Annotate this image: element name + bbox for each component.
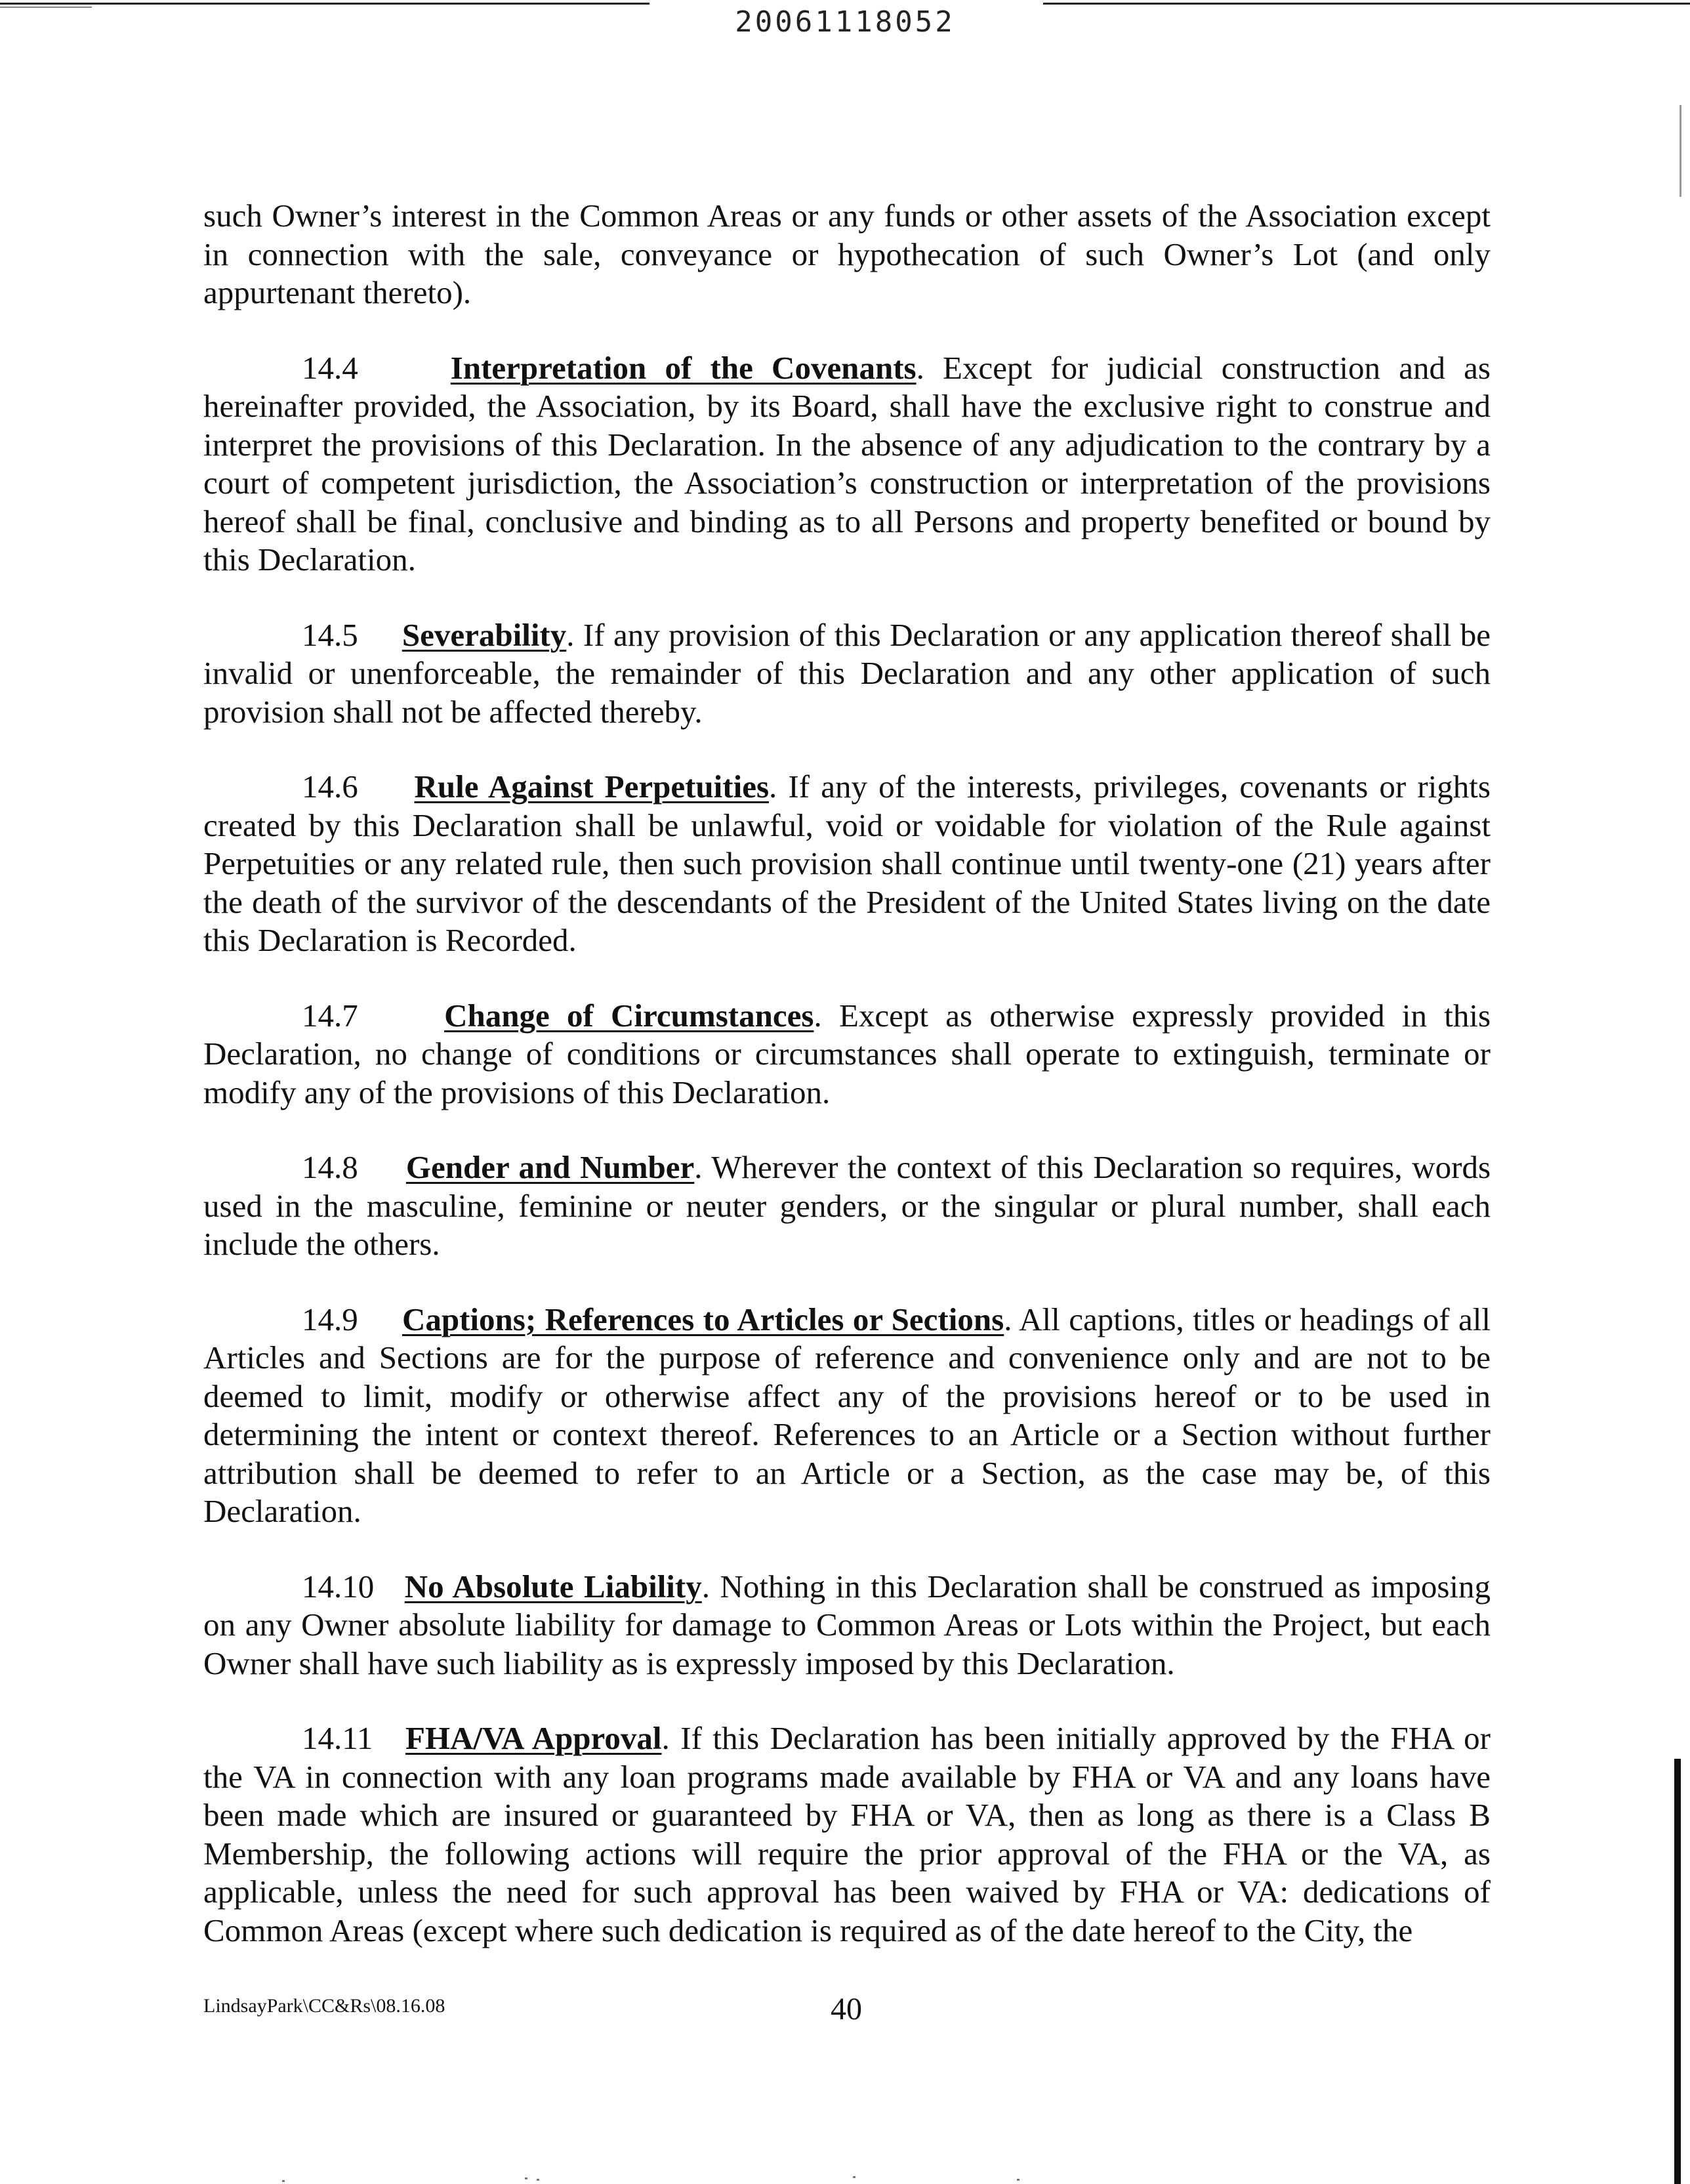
- scan-speck: [1017, 2179, 1020, 2181]
- section-body: . If any of the interests, privileges, covenants or rights created by this Declaration shall be unlawful, void or voidable for violation of the Rule against Perpetuities or any related rule, then such provision shall continue until twenty-one (21) years after the death of the survivor of the descendants of the President of the United States living on the date this Declaration is Recorded.: [203, 768, 1491, 958]
- section-number: 14.5: [302, 616, 358, 653]
- section-heading: Rule Against Perpetuities: [414, 768, 770, 805]
- section-14-9: [203, 1301, 1491, 1531]
- section-body: . All captions, titles or headings of all Articles and Sections are for the purpose of reference and convenience only and are not to be deemed to limit, modify or otherwise affect any of the provisions hereof or to be used in determining the intent or context thereof. References to an Article or a Section without further attribution shall be deemed to refer to an Article or a Section, as the case may be, of this Declaration.: [203, 1301, 1491, 1529]
- section-number: 14.7: [302, 997, 358, 1034]
- section-heading: No Absolute Liability: [404, 1568, 702, 1605]
- scan-speck: [537, 2179, 539, 2181]
- document-body: [203, 197, 1491, 1986]
- section-heading: Gender and Number: [405, 1149, 695, 1185]
- section-number: 14.8: [302, 1149, 358, 1185]
- section-heading: Change of Circumstances: [444, 997, 814, 1034]
- scan-edge-top-right: [1043, 3, 1690, 5]
- section-number: 14.9: [302, 1301, 358, 1337]
- section-14-10: [203, 1568, 1491, 1683]
- scan-edge-right-bar: [1674, 1759, 1681, 2184]
- section-number: 14.10: [302, 1568, 375, 1605]
- section-number: 14.11: [302, 1720, 373, 1756]
- section-body: . If any provision of this Declaration or any application thereof shall be invalid or unenforceable, the remainder of this Declaration and any other application of such provision shall not be affected thereby.: [203, 616, 1491, 730]
- scan-edge-top-left: [0, 3, 649, 5]
- continuation-paragraph: such Owner’s interest in the Common Areas or any funds or other assets of the Association except in connection with the sale, conveyance or hypothecation of such Owner’s Lot (and only appurtenant thereto).: [203, 198, 1491, 310]
- scan-speck: [525, 2177, 527, 2179]
- scan-speck: [853, 2176, 855, 2178]
- section-body: . Except as otherwise expressly provided in this Declaration, no change of conditions or circumstances shall operate to extinguish, terminate or modify any of the provisions of this Declaration.: [203, 997, 1491, 1110]
- section-14-4: [203, 349, 1491, 579]
- section-14-11: [203, 1719, 1491, 1950]
- section-body: . Wherever the context of this Declaration so requires, words used in the masculine, feminine or neuter genders, or the singular or plural number, shall each include the others.: [203, 1149, 1491, 1262]
- footer-file-reference: LindsayPark\CC&Rs\08.16.08: [203, 1995, 445, 2017]
- section-14-5: [203, 616, 1491, 732]
- section-number: 14.6: [302, 768, 358, 805]
- section-body: . Nothing in this Declaration shall be construed as imposing on any Owner absolute liability for damage to Common Areas or Lots within the Project, but each Owner shall have such liability as is expressly imposed by this Declaration.: [203, 1568, 1491, 1681]
- section-14-7: [203, 997, 1491, 1112]
- section-heading: FHA/VA Approval: [405, 1720, 662, 1756]
- section-body: . If this Declaration has been initially approved by the FHA or the VA in connection with any loan programs made available by FHA or VA and any loans have been made which are insured or guaranteed by FHA or VA, then as long as there is a Class B Membership, the following actions will require the prior approval of the FHA or the VA, as applicable, unless the need for such approval has been waived by FHA or VA: dedications of Common Areas (except where such dedication is required as of the date hereof to the City, the: [203, 1720, 1491, 1948]
- scan-speck: [282, 2180, 285, 2182]
- section-body: . Except for judicial construction and as hereinafter provided, the Association, by its Board, shall have the exclusive right to construe and interpret the provisions of this Declaration. In the absence of any adjudication to the contrary by a court of competent jurisdiction, the Association’s construction or interpretation of the provisions hereof shall be final, conclusive and binding as to all Persons and property benefited or bound by this Declaration.: [203, 349, 1491, 578]
- page-number: 40: [831, 1992, 862, 2026]
- section-heading: Interpretation of the Covenants: [450, 349, 917, 386]
- section-heading: Severability: [402, 616, 567, 653]
- recording-number: 20061118052: [735, 5, 955, 39]
- section-number: 14.4: [302, 349, 358, 386]
- section-14-6: [203, 768, 1491, 960]
- scan-edge-right-faint: [1680, 105, 1681, 197]
- section-heading: Captions; References to Articles or Sections: [402, 1301, 1004, 1337]
- section-14-8: [203, 1148, 1491, 1264]
